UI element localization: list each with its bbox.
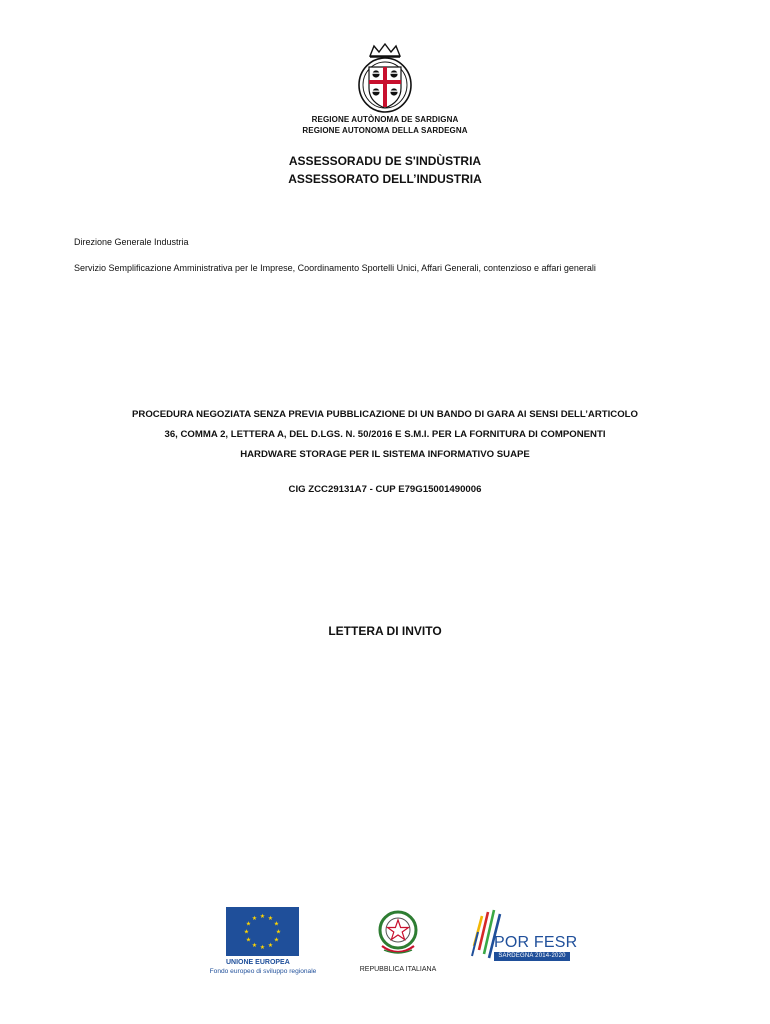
svg-text:★: ★: [245, 920, 252, 928]
eu-name: UNIONE EUROPEA: [226, 959, 290, 966]
region-name-sardinian: REGIONE AUTÒNOMA DE SARDIGNA: [311, 115, 459, 124]
cig-cup-code: CIG ZCC29131A7 - CUP E79G15001490006: [288, 484, 482, 495]
svg-text:★: ★: [251, 942, 258, 949]
italy-name: REPUBBLICA ITALIANA: [359, 966, 437, 973]
por-fesr-period: SARDEGNA 2014-2020: [494, 952, 570, 961]
eu-flag-icon: [226, 907, 299, 956]
assessorato-sardinian: ASSESSORADU DE S'INDÙSTRIA: [288, 154, 482, 168]
assessorato-italian: ASSESSORATO DELL’INDUSTRIA: [288, 172, 482, 186]
svg-text:★: ★: [267, 942, 274, 949]
svg-text:★: ★: [259, 944, 266, 951]
procedure-title-line-1: PROCEDURA NEGOZIATA SENZA PREVIA PUBBLICAZIONE DI UN BANDO DI GARA AI SENSI DELL’ARTICOLO: [132, 409, 638, 420]
svg-text:★: ★: [273, 920, 280, 928]
por-fesr-name: POR FESR: [494, 934, 578, 951]
eu-fund-name: Fondo europeo di sviluppo regionale: [209, 968, 317, 975]
svg-text:★: ★: [273, 936, 280, 944]
servizio-name: Servizio Semplificazione Amministrativa per le Imprese, Coordinamento Sportelli Unici, Affari Generali, contenzioso e affari generali: [74, 263, 596, 273]
svg-text:★: ★: [275, 928, 282, 936]
direzione-generale: Direzione Generale Industria: [74, 237, 189, 247]
sardinia-crest-icon: [352, 42, 418, 114]
svg-text:★: ★: [243, 928, 250, 936]
italian-emblem-icon: [374, 906, 422, 960]
svg-text:★: ★: [259, 913, 266, 920]
svg-text:★: ★: [245, 936, 252, 944]
procedure-title-line-3: HARDWARE STORAGE PER IL SISTEMA INFORMATIVO SUAPE: [240, 449, 530, 460]
svg-text:★: ★: [267, 915, 274, 922]
document-type-title: LETTERA DI INVITO: [328, 624, 442, 638]
svg-text:★: ★: [251, 915, 258, 922]
region-name-italian: REGIONE AUTONOMA DELLA SARDEGNA: [302, 126, 468, 135]
procedure-title-line-2: 36, COMMA 2, LETTERA A, DEL D.LGS. N. 50/2016 E S.M.I. PER LA FORNITURA DI COMPONENTI: [164, 429, 606, 440]
